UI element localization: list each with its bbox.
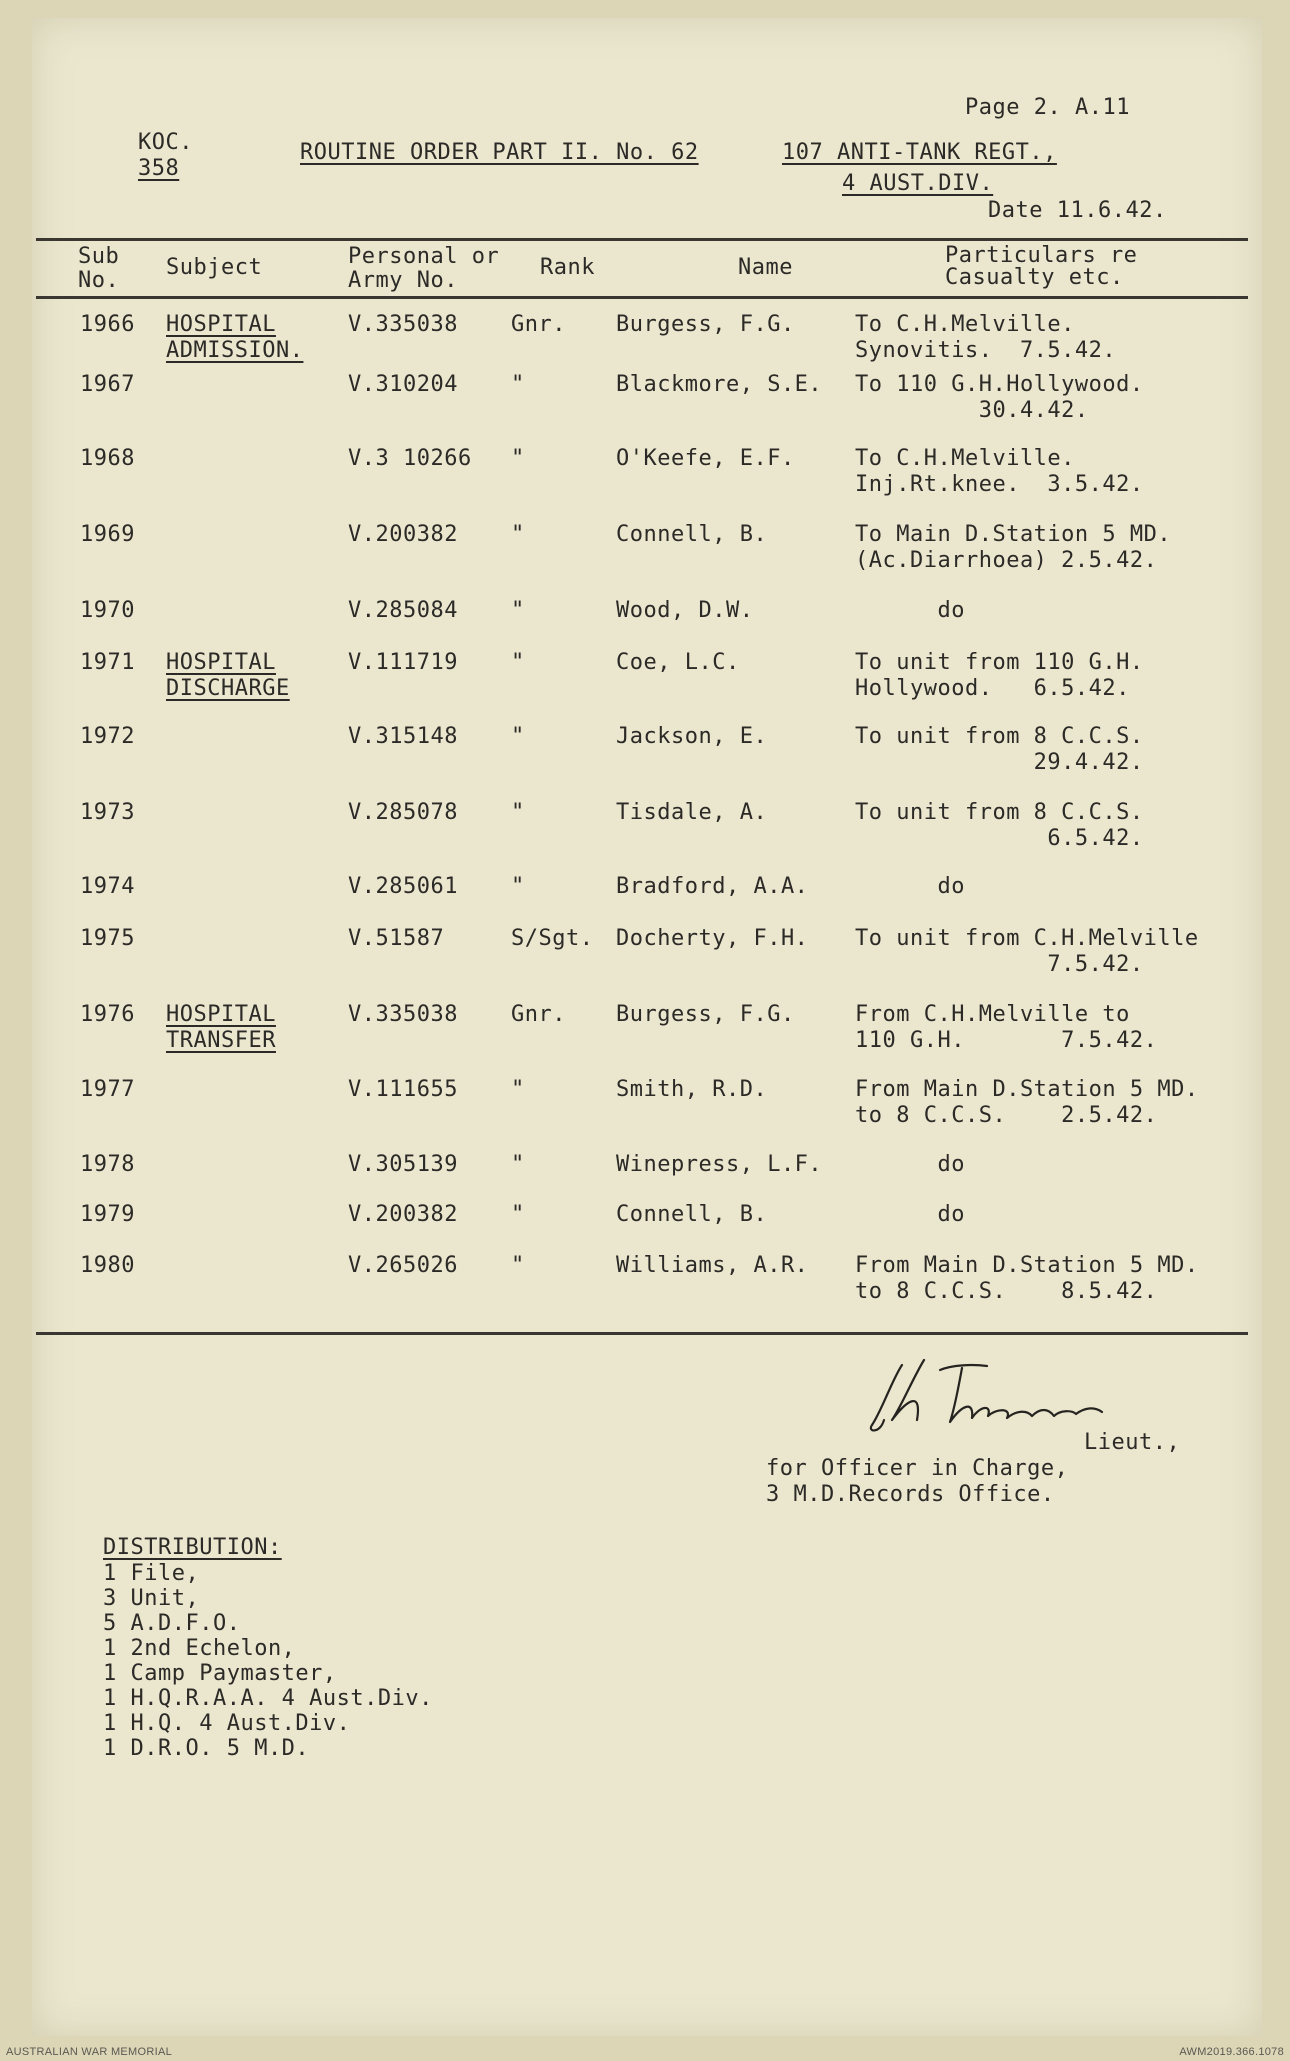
row-particulars-line: From Main D.Station 5 MD. [855,1077,1199,1102]
row-name: Docherty, F.H. [616,926,809,951]
col-particulars [945,245,1137,289]
row-particulars-line: Inj.Rt.knee. 3.5.42. [855,472,1144,497]
order-title: ROUTINE ORDER PART II. No. 62 [300,140,699,165]
row-army-no: V.310204 [348,372,458,397]
row-sub-no: 1980 [80,1253,135,1278]
row-sub-no: 1978 [80,1152,135,1177]
row-rank: " [511,522,525,547]
row-name: Jackson, E. [616,724,768,749]
row-sub-no: 1971 [80,650,135,675]
row-particulars-line: To unit from 110 G.H. [855,650,1144,675]
row-army-no: V.285061 [348,874,458,899]
row-name: Williams, A.R. [616,1253,809,1278]
row-sub-no: 1967 [80,372,135,397]
row-name: O'Keefe, E.F. [616,446,795,471]
row-rank: " [511,446,525,471]
row-particulars [855,1253,1199,1305]
row-rank: " [511,800,525,825]
distribution-item: 3 Unit, [103,1586,200,1611]
row-name: Connell, B. [616,522,768,547]
row-particulars [855,312,1116,364]
row-particulars [855,522,1171,574]
distribution-item: 1 File, [103,1561,200,1586]
row-particulars-line: 6.5.42. [855,826,1144,851]
col-army-no-line2: Army No. [348,268,458,293]
row-particulars-line: To C.H.Melville. [855,446,1075,471]
row-army-no: V.305139 [348,1152,458,1177]
row-particulars-line: To unit from C.H.Melville [855,926,1199,951]
row-particulars [855,724,1144,776]
row-particulars-line: 7.5.42. [855,952,1144,977]
row-name: Blackmore, S.E. [616,372,823,397]
row-name: Burgess, F.G. [616,1002,795,1027]
distribution-item: 1 Camp Paymaster, [103,1661,337,1686]
unit-line-1: 107 ANTI-TANK REGT., [782,140,1057,165]
row-sub-no: 1979 [80,1202,135,1227]
row-sub-no: 1972 [80,724,135,749]
col-particulars-line1: Particulars re [945,243,1138,268]
row-sub-no: 1969 [80,522,135,547]
row-particulars [855,446,1144,498]
row-particulars [855,1077,1199,1129]
unit-line-2: 4 AUST.DIV. [842,171,994,196]
row-rank: " [511,372,525,397]
page-reference: Page 2. A.11 [965,95,1130,120]
distribution-item: 5 A.D.F.O. [103,1611,241,1636]
distribution-item: 1 2nd Echelon, [103,1636,296,1661]
koc-label: KOC. [138,130,193,155]
row-sub-no: 1976 [80,1002,135,1027]
row-name: Winepress, L.F. [616,1152,823,1177]
row-sub-no: 1977 [80,1077,135,1102]
row-particulars [855,1002,1157,1054]
row-sub-no: 1973 [80,800,135,825]
row-name: Burgess, F.G. [616,312,795,337]
footer-accession-number: AWM2019.366.1078 [1179,2046,1284,2058]
col-subject: Subject [166,255,263,280]
row-army-no: V.200382 [348,1202,458,1227]
col-sub-no [78,245,119,293]
row-particulars-line: To unit from 8 C.C.S. [855,724,1144,749]
row-name: Wood, D.W. [616,598,754,623]
row-particulars-line: To C.H.Melville. [855,312,1075,337]
row-army-no: V.285078 [348,800,458,825]
row-rank: " [511,1077,525,1102]
row-army-no: V.3 10266 [348,446,472,471]
row-army-no: V.111719 [348,650,458,675]
row-particulars-line: From Main D.Station 5 MD. [855,1253,1199,1278]
row-particulars-line: do [855,874,965,899]
row-rank: Gnr. [511,312,566,337]
row-army-no: V.285084 [348,598,458,623]
row-particulars [855,800,1144,852]
row-rank: " [511,724,525,749]
signature [862,1350,1162,1440]
distribution-item: 1 H.Q. 4 Aust.Div. [103,1711,351,1736]
row-particulars-line: do [855,1152,965,1177]
col-army-no [348,245,499,293]
row-particulars-line: To Main D.Station 5 MD. [855,522,1172,547]
row-rank: S/Sgt. [511,926,594,951]
row-particulars [855,598,965,624]
row-army-no: V.335038 [348,312,458,337]
row-rank: " [511,1152,525,1177]
row-subject-line: HOSPITAL [166,650,276,675]
signatory-for-line: for Officer in Charge, [766,1456,1069,1481]
row-army-no: V.265026 [348,1253,458,1278]
row-name: Tisdale, A. [616,800,768,825]
row-rank: " [511,598,525,623]
col-rank: Rank [540,255,595,280]
col-army-no-line1: Personal or [348,244,500,269]
row-sub-no: 1975 [80,926,135,951]
signatory-office-line: 3 M.D.Records Office. [766,1482,1055,1507]
row-army-no: V.315148 [348,724,458,749]
row-subject-line: ADMISSION. [166,338,304,363]
row-particulars [855,926,1199,978]
distribution-item: 1 D.R.O. 5 M.D. [103,1736,310,1761]
row-sub-no: 1966 [80,312,135,337]
header-rule-top [36,238,1248,241]
row-army-no: V.51587 [348,926,445,951]
row-particulars-line: do [855,598,965,623]
row-subject-line: HOSPITAL [166,312,276,337]
row-army-no: V.200382 [348,522,458,547]
row-particulars-line: to 8 C.C.S. 8.5.42. [855,1279,1158,1304]
header-rule-bottom [36,296,1248,299]
row-particulars-line: to 8 C.C.S. 2.5.42. [855,1103,1158,1128]
distribution-heading: DISTRIBUTION: [103,1535,282,1560]
row-sub-no: 1970 [80,598,135,623]
col-particulars-line2: Casualty etc. [945,265,1124,290]
row-particulars [855,1152,965,1178]
distribution-item: 1 H.Q.R.A.A. 4 Aust.Div. [103,1686,433,1711]
col-name: Name [738,255,793,280]
footer-source: AUSTRALIAN WAR MEMORIAL [6,2046,173,2058]
row-subject-line: DISCHARGE [166,676,290,701]
row-name: Connell, B. [616,1202,768,1227]
signatory-rank: Lieut., [1084,1430,1181,1455]
row-army-no: V.111655 [348,1077,458,1102]
row-rank: Gnr. [511,1002,566,1027]
koc-number: 358 [138,156,180,181]
row-particulars-line: 110 G.H. 7.5.42. [855,1028,1158,1053]
row-rank: " [511,650,525,675]
row-particulars-line: To 110 G.H.Hollywood. [855,372,1144,397]
row-particulars [855,372,1144,424]
row-army-no: V.335038 [348,1002,458,1027]
row-name: Coe, L.C. [616,650,740,675]
row-sub-no: 1974 [80,874,135,899]
row-subject-line: TRANSFER [166,1028,276,1053]
row-subject-line: HOSPITAL [166,1002,276,1027]
row-rank: " [511,1253,525,1278]
table-end-rule [36,1332,1248,1335]
row-rank: " [511,1202,525,1227]
col-sub-no-line2: No. [78,268,120,293]
order-date: Date 11.6.42. [988,198,1167,223]
row-particulars [855,1202,965,1228]
row-particulars-line: 30.4.42. [855,398,1089,423]
row-sub-no: 1968 [80,446,135,471]
row-rank: " [511,874,525,899]
col-sub-no-line1: Sub [78,244,120,269]
row-particulars-line: To unit from 8 C.C.S. [855,800,1144,825]
row-particulars-line: 29.4.42. [855,750,1144,775]
row-particulars [855,650,1144,702]
row-particulars-line: do [855,1202,965,1227]
row-particulars-line: (Ac.Diarrhoea) 2.5.42. [855,548,1158,573]
row-particulars-line: Hollywood. 6.5.42. [855,676,1130,701]
row-particulars-line: Synovitis. 7.5.42. [855,338,1117,363]
row-name: Bradford, A.A. [616,874,809,899]
row-particulars [855,874,965,900]
row-name: Smith, R.D. [616,1077,768,1102]
row-particulars-line: From C.H.Melville to [855,1002,1130,1027]
